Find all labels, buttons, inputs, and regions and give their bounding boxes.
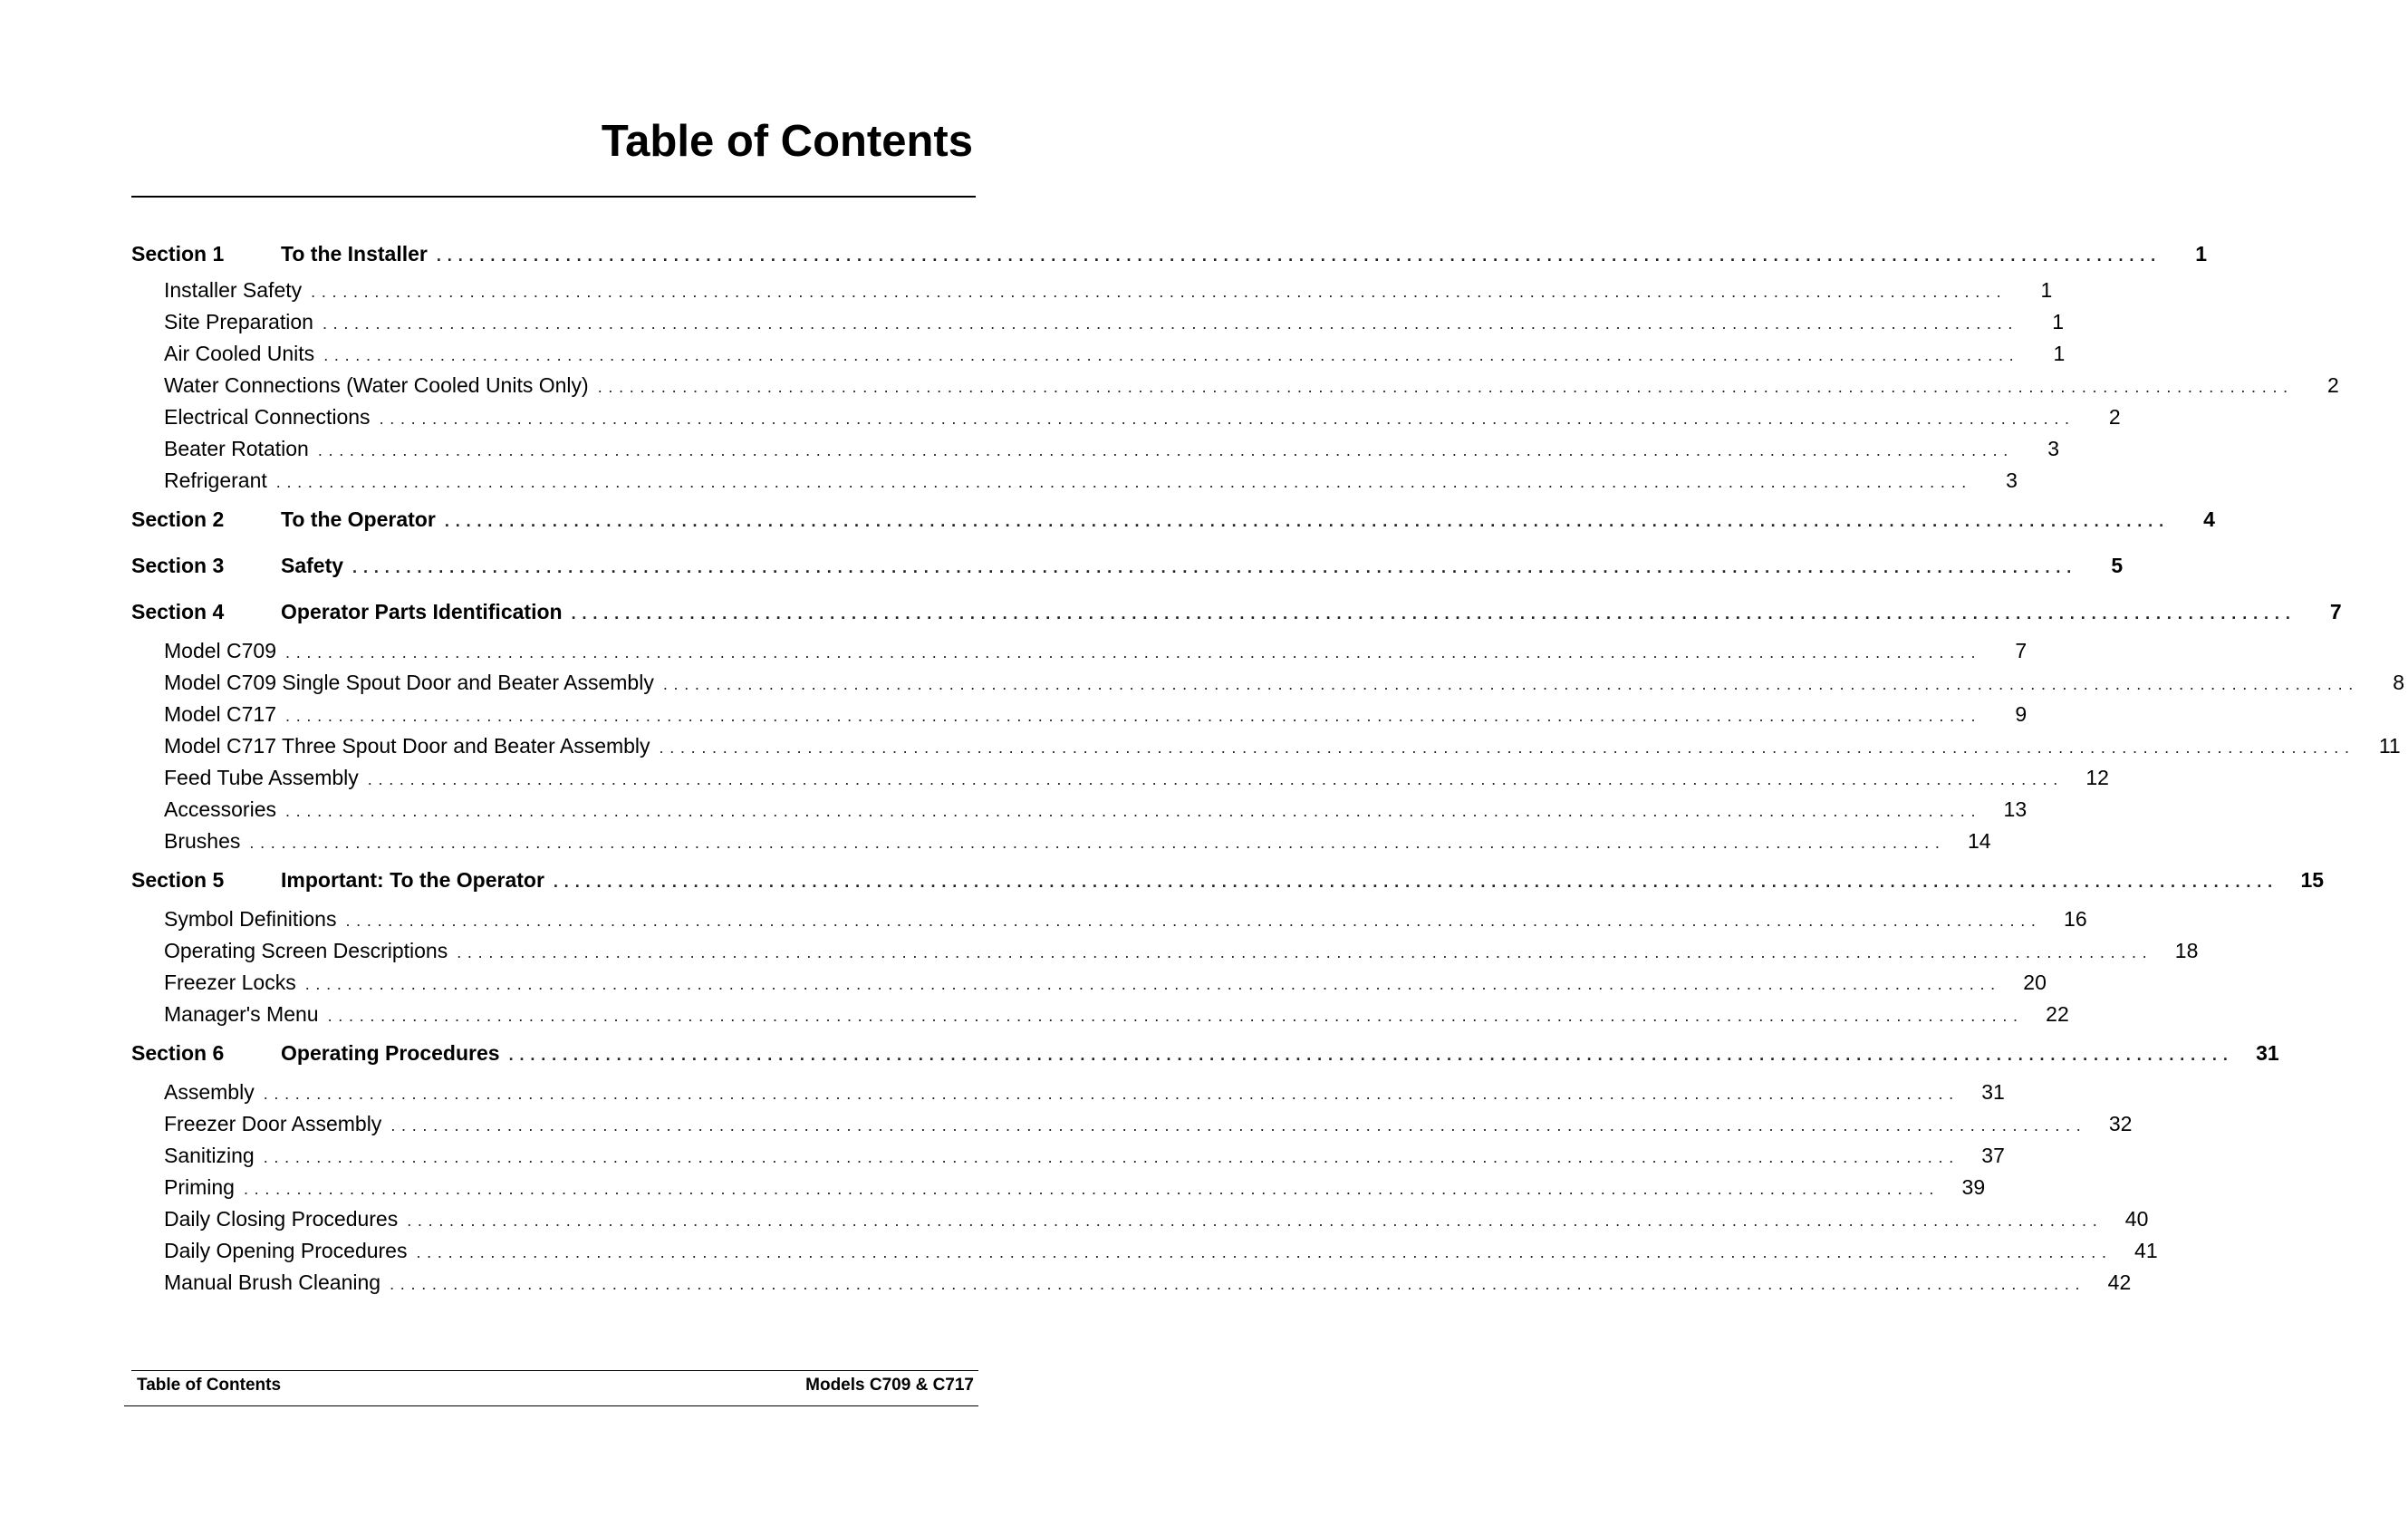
toc-label: Daily Closing Procedures	[164, 1207, 399, 1231]
toc-entry-row[interactable]	[131, 937, 2199, 964]
toc-dot-leader: ................................................................................................................................................................	[390, 1116, 2087, 1135]
toc-section-row[interactable]	[131, 552, 2124, 579]
toc-section-number: Section 1	[131, 242, 225, 266]
toc-dot-leader: ................................................................................................................................................................	[243, 1180, 1941, 1198]
toc-dot-leader: ................................................................................................................................................................	[249, 834, 1946, 852]
toc-entry-row[interactable]	[131, 1173, 1986, 1201]
toc-page-number: 9	[2015, 702, 2028, 726]
toc-page-number: 31	[1981, 1080, 2005, 1104]
toc-dot-leader: ................................................................................................................................................................	[597, 378, 2294, 396]
toc-page-number: 11	[2378, 734, 2401, 758]
toc-page-number: 2	[2108, 405, 2121, 429]
toc-entry-row[interactable]	[131, 700, 2028, 728]
toc-dot-leader: ................................................................................................................................................................	[379, 410, 2076, 428]
toc-label: Assembly	[164, 1080, 255, 1104]
toc-dot-leader: ................................................................................................................................................................	[508, 1046, 2234, 1064]
toc-section-number: Section 3	[131, 554, 225, 577]
toc-dot-leader: ................................................................................................................................................................	[352, 558, 2078, 576]
toc-label: Important: To the Operator	[281, 868, 544, 892]
toc-page-number: 14	[1967, 829, 1991, 853]
toc-entry-row[interactable]	[131, 308, 2065, 335]
toc-page-number: 39	[1961, 1175, 1986, 1199]
toc-label: Feed Tube Assembly	[164, 766, 359, 789]
toc-entry-row[interactable]	[131, 669, 2404, 696]
toc-page-number: 1	[2053, 342, 2066, 365]
toc-label: Priming	[164, 1175, 235, 1199]
toc-entry-row[interactable]	[131, 764, 2109, 791]
toc-dot-leader: ................................................................................................................................................................	[311, 283, 2008, 301]
toc-page-number: 3	[2047, 437, 2059, 460]
footer-bottom-divider	[124, 1405, 978, 1406]
page-title: Table of Contents	[601, 117, 973, 166]
toc-dot-leader: ................................................................................................................................................................	[304, 975, 2001, 993]
toc-dot-leader: ................................................................................................................................................................	[367, 770, 2064, 788]
toc-entry-row[interactable]	[131, 1078, 2005, 1106]
toc-entry-row[interactable]	[131, 1269, 2132, 1296]
toc-page-number: 8	[2393, 671, 2404, 694]
toc-label: Daily Opening Procedures	[164, 1239, 408, 1262]
toc-label: Site Preparation	[164, 310, 313, 333]
footer-document-title: Table of Contents	[137, 1376, 282, 1395]
toc-label: Installer Safety	[164, 278, 303, 302]
toc-dot-leader: ................................................................................................................................................................	[327, 1007, 2024, 1025]
toc-page-number: 32	[2108, 1112, 2133, 1135]
toc-page-number: 1	[2195, 242, 2208, 266]
toc-page-number: 40	[2124, 1207, 2149, 1231]
toc-section-row[interactable]	[131, 1039, 2279, 1067]
toc-dot-leader: ................................................................................................................................................................	[323, 346, 2020, 364]
toc-page-number: 42	[2107, 1270, 2132, 1294]
toc-entry-row[interactable]	[131, 732, 2401, 759]
toc-label: Operating Screen Descriptions	[164, 939, 448, 962]
toc-page-number: 18	[2174, 939, 2199, 962]
toc-dot-leader: ................................................................................................................................................................	[659, 739, 2355, 757]
toc-label: Electrical Connections	[164, 405, 371, 429]
toc-label: Brushes	[164, 829, 241, 853]
toc-entry-row[interactable]	[131, 435, 2059, 462]
toc-page-number: 37	[1981, 1144, 2005, 1167]
toc-page-number: 31	[2256, 1041, 2279, 1065]
toc-label: Operating Procedures	[281, 1041, 500, 1065]
toc-dot-leader: ................................................................................................................................................................	[457, 943, 2153, 961]
toc-page-number: 20	[2023, 971, 2047, 994]
toc-dot-leader: ................................................................................................................................................................	[263, 1148, 1960, 1166]
toc-entry-row[interactable]	[131, 1205, 2149, 1232]
toc-label: Water Connections (Water Cooled Units Only)	[164, 373, 589, 397]
toc-section-number: Section 6	[131, 1041, 225, 1065]
toc-dot-leader: ................................................................................................................................................................	[284, 802, 1982, 820]
toc-page-number: 22	[2046, 1002, 2069, 1026]
toc-dot-leader: ................................................................................................................................................................	[571, 604, 2297, 623]
toc-label: Refrigerant	[164, 468, 267, 492]
toc-page-number: 5	[2111, 554, 2124, 577]
toc-label: Model C709	[164, 639, 277, 662]
toc-page-number: 12	[2085, 766, 2109, 789]
toc-entry-row[interactable]	[131, 467, 2018, 494]
toc-page-number: 1	[2040, 278, 2053, 302]
toc-label: Freezer Locks	[164, 971, 296, 994]
toc-entry-row[interactable]	[131, 1142, 2005, 1169]
toc-entry-row[interactable]	[131, 1000, 2069, 1028]
toc-page-number: 2	[2327, 373, 2339, 397]
toc-page-number: 13	[2003, 797, 2028, 821]
toc-dot-leader: ................................................................................................................................................................	[662, 675, 2359, 693]
toc-section-row[interactable]	[131, 506, 2215, 533]
toc-label: Manager's Menu	[164, 1002, 319, 1026]
toc-entry-row[interactable]	[131, 276, 2053, 304]
toc-label: Manual Brush Cleaning	[164, 1270, 381, 1294]
toc-label: Operator Parts Identification	[281, 600, 563, 623]
toc-label: Model C717 Three Spout Door and Beater Assembly	[164, 734, 650, 758]
toc-page-number: 15	[2300, 868, 2325, 892]
toc-page-number: 1	[2052, 310, 2065, 333]
toc-page-number: 7	[2329, 600, 2342, 623]
toc-entry-row[interactable]	[131, 340, 2066, 367]
toc-dot-leader: ................................................................................................................................................................	[407, 1212, 2104, 1230]
toc-entry-row[interactable]	[131, 969, 2047, 996]
toc-page-number: 7	[2015, 639, 2028, 662]
toc-dot-leader: ................................................................................................................................................................	[285, 707, 1982, 725]
toc-page-number: 41	[2134, 1239, 2158, 1262]
toc-label: To the Operator	[281, 507, 436, 531]
toc-section-row[interactable]	[131, 240, 2208, 267]
toc-section-number: Section 4	[131, 600, 225, 623]
toc-section-number: Section 2	[131, 507, 225, 531]
toc-label: Sanitizing	[164, 1144, 255, 1167]
toc-dot-leader: ................................................................................................................................................................	[322, 314, 2019, 333]
toc-entry-row[interactable]	[131, 637, 2028, 664]
toc-label: Safety	[281, 554, 344, 577]
toc-entry-row[interactable]	[131, 796, 2028, 823]
toc-dot-leader: ................................................................................................................................................................	[444, 512, 2170, 530]
toc-dot-leader: ................................................................................................................................................................	[317, 441, 2014, 459]
toc-dot-leader: ................................................................................................................................................................	[436, 246, 2162, 265]
toc-label: Model C717	[164, 702, 277, 726]
toc-dot-leader: ................................................................................................................................................................	[275, 473, 1972, 491]
toc-section-row[interactable]	[131, 598, 2342, 625]
toc-entry-row[interactable]	[131, 1237, 2158, 1264]
toc-entry-row[interactable]	[131, 372, 2339, 399]
toc-section-row[interactable]	[131, 866, 2325, 893]
toc-dot-leader: ................................................................................................................................................................	[285, 643, 1982, 662]
toc-entry-row[interactable]	[131, 1110, 2133, 1137]
toc-dot-leader: ................................................................................................................................................................	[390, 1275, 2086, 1293]
toc-label: To the Installer	[281, 242, 428, 266]
toc-label: Beater Rotation	[164, 437, 309, 460]
toc-page-number: 16	[2064, 907, 2087, 931]
toc-label: Accessories	[164, 797, 276, 821]
toc-label: Freezer Door Assembly	[164, 1112, 382, 1135]
toc-dot-leader: ................................................................................................................................................................	[416, 1243, 2113, 1261]
toc-section-number: Section 5	[131, 868, 225, 892]
toc-dot-leader: ................................................................................................................................................................	[553, 873, 2279, 891]
toc-entry-row[interactable]	[131, 905, 2087, 932]
toc-entry-row[interactable]	[131, 403, 2121, 430]
footer-model-names: Models C709 & C717	[805, 1376, 974, 1395]
footer-top-divider	[131, 1370, 978, 1371]
toc-page-number: 3	[2006, 468, 2018, 492]
toc-dot-leader: ................................................................................................................................................................	[345, 912, 2042, 930]
toc-dot-leader: ................................................................................................................................................................	[263, 1085, 1960, 1103]
toc-entry-row[interactable]	[131, 827, 1991, 855]
toc-page-number: 4	[2203, 507, 2215, 531]
toc-label: Model C709 Single Spout Door and Beater Assembly	[164, 671, 654, 694]
toc-label: Air Cooled Units	[164, 342, 315, 365]
toc-label: Symbol Definitions	[164, 907, 337, 931]
